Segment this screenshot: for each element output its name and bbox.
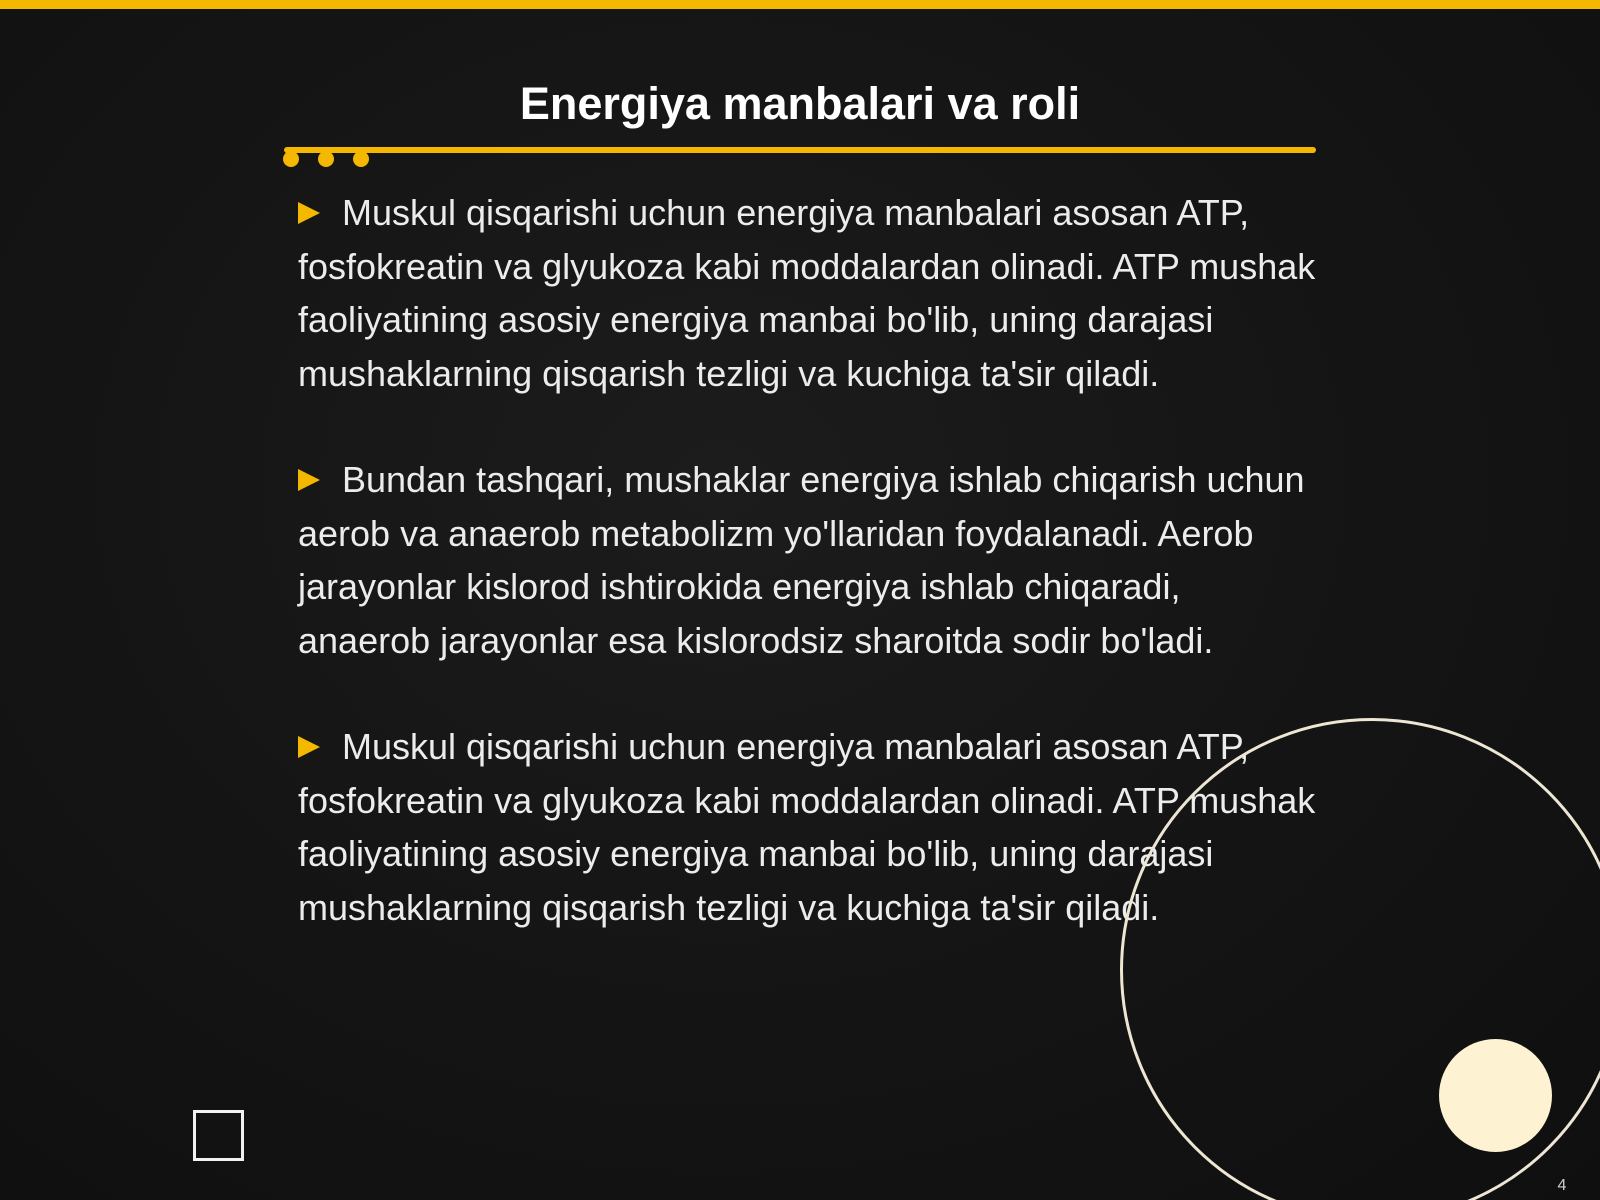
- paragraph-text: Bundan tashqari, mushaklar energiya ishlab chiqarish uchun aerob va anaerob metabolizm yo'llaridan foydalanadi. Aerob jarayonlar kislorod ishtirokida energiya ishlab chiqaradi, anaerob jarayonlar esa kislorodsiz sharoitda sodir bo'ladi.: [298, 459, 1305, 661]
- decorative-dots-icon: [283, 151, 373, 167]
- top-accent-bar: [0, 0, 1600, 9]
- slide-title: Energiya manbalari va roli: [519, 78, 1081, 129]
- dot-icon: [283, 151, 299, 167]
- bullet-paragraph: [298, 186, 1318, 400]
- paragraph-text: Muskul qisqarishi uchun energiya manbalari asosan ATP, fosfokreatin va glyukoza kabi moddalardan olinadi. ATP mushak faoliyatining asosiy energiya manbai bo'lib, uning darajasi mushaklarning qisqarish tezligi va kuchiga ta'sir qiladi.: [298, 726, 1316, 928]
- triangle-bullet-icon: [298, 469, 320, 491]
- decorative-circle: [1439, 1039, 1552, 1152]
- page-number: 4: [1557, 1177, 1567, 1194]
- dot-icon: [353, 151, 369, 167]
- bullet-paragraph: [298, 453, 1318, 667]
- slide-body: [298, 186, 1318, 934]
- triangle-bullet-icon: [298, 202, 320, 224]
- decorative-square: [193, 1110, 244, 1161]
- title-underline: [284, 147, 1316, 153]
- paragraph-text: Muskul qisqarishi uchun energiya manbalari asosan ATP, fosfokreatin va glyukoza kabi moddalardan olinadi. ATP mushak faoliyatining asosiy energiya manbai bo'lib, uning darajasi mushaklarning qisqarish tezligi va kuchiga ta'sir qiladi.: [298, 192, 1316, 394]
- dot-icon: [318, 151, 334, 167]
- triangle-bullet-icon: [298, 736, 320, 758]
